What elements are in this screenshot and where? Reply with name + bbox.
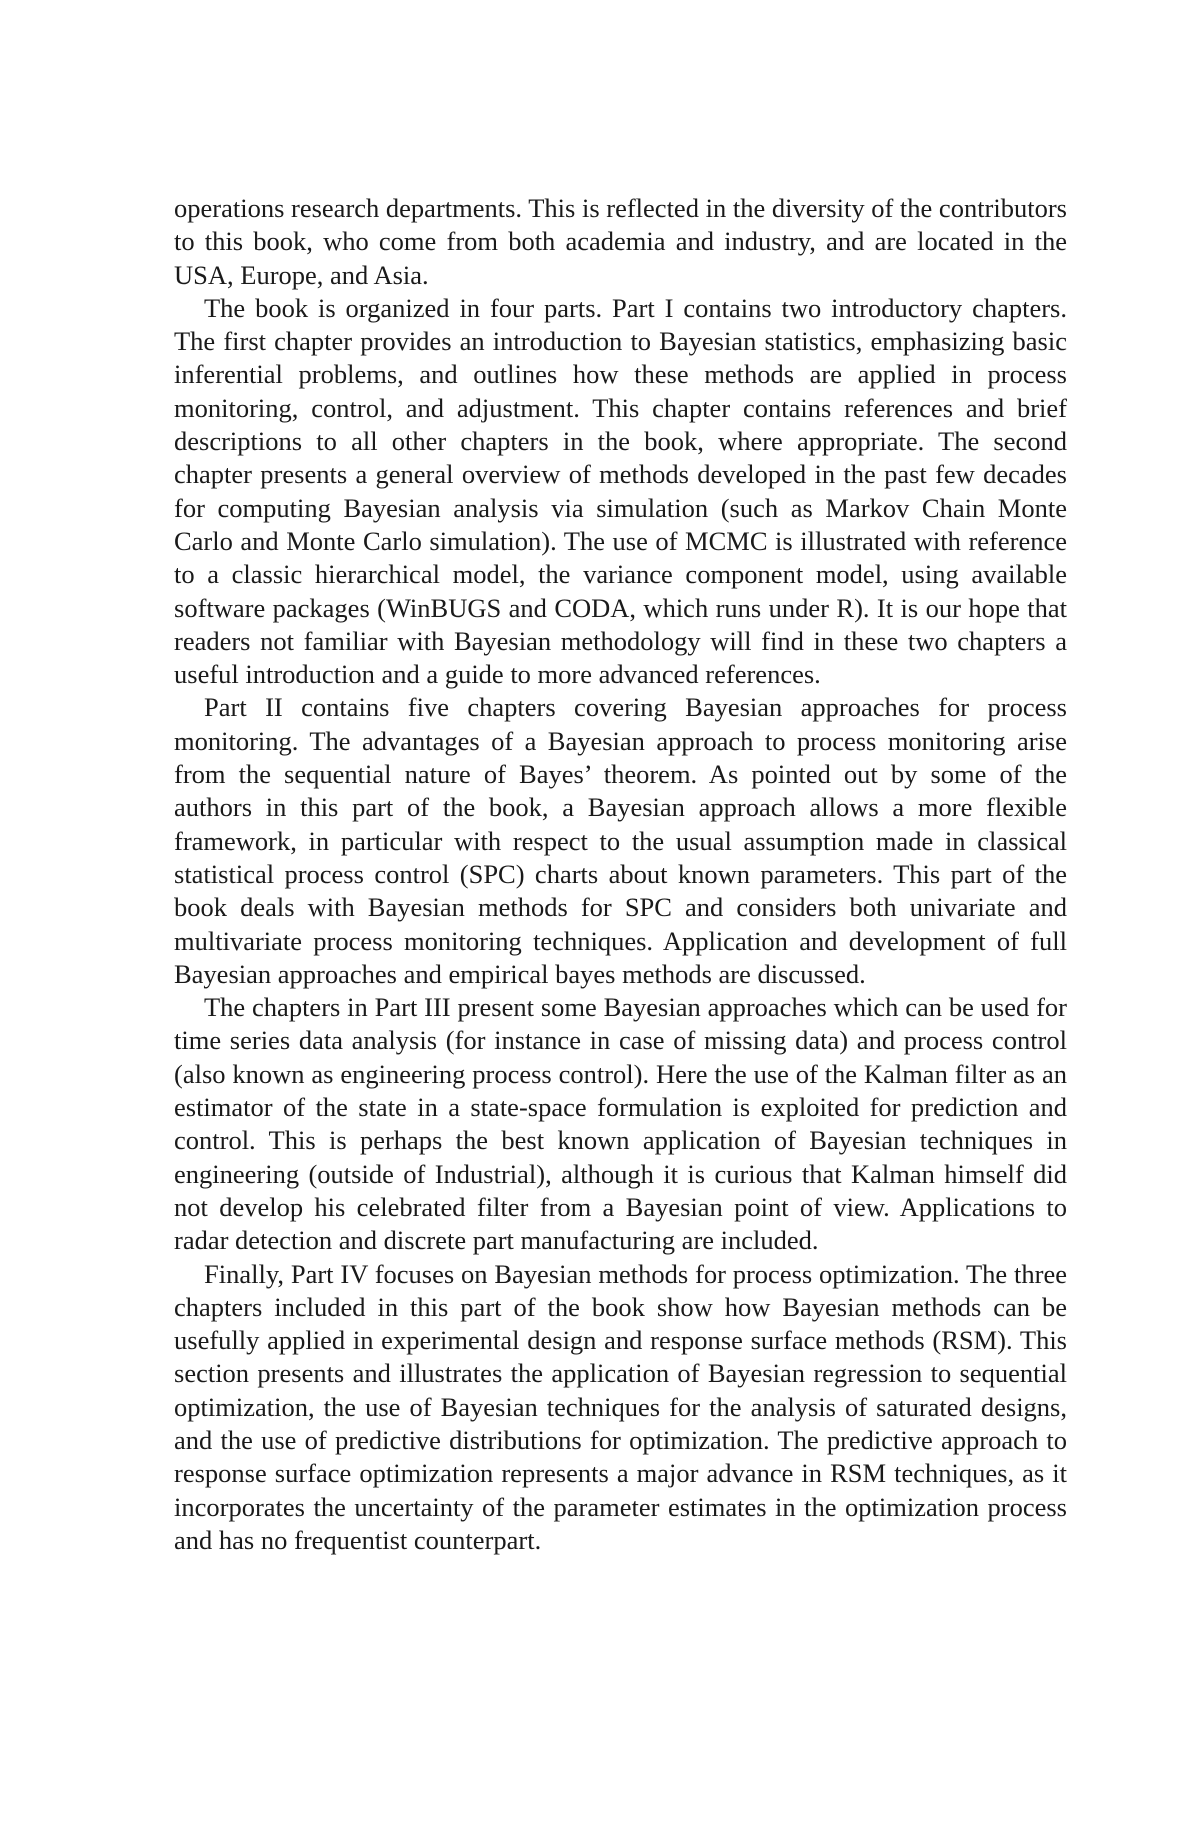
paragraph-part-ii: Part II contains five chapters covering Bayesian approaches for process monitoring. The advantages of a Bayesian approach to process monitoring arise from the sequential nature of Bayes’ theorem. As pointed out by some of the authors in this part of the book, a Bayesian approach allows a more flexible framework, in particular with respect to the usual assumption made in classical statistical process control (SPC) charts about known parameters. This part of the book deals with Bayesian methods for SPC and considers both univariate and multivariate process monitoring techniques. Application and development of full Bayesian approaches and empirical bayes methods are discussed. — [174, 692, 1067, 989]
paragraph-continuation: operations research departments. This is reflected in the diversity of the contributors to this book, who come from both academia and industry, and are located in the USA, Europe, and Asia. — [174, 193, 1067, 290]
paragraph-part-iv: Finally, Part IV focuses on Bayesian methods for process optimization. The three chapters included in this part of the book show how Bayesian methods can be usefully applied in experimental design and response surface methods (RSM). This section presents and illustrates the application of Bayesian regression to sequential optimization, the use of Bayesian techniques for the analysis of saturated designs, and the use of predictive distributions for optimization. The predictive approach to response surface optimization represents a major advance in RSM techniques, as it incorporates the uncertainty of the parameter estimates in the optimization process and has no frequentist counterpart. — [174, 1258, 1067, 1555]
paragraph-part-iii: The chapters in Part III present some Bayesian approaches which can be used for time series data analysis (for instance in case of missing data) and process control (also known as engineering process control). Here the use of the Kalman filter as an estimator of the state in a state-space formulation is exploited for prediction and control. This is perhaps the best known application of Bayesian techniques in engineering (outside of Industrial), although it is curious that Kalman himself did not develop his celebrated filter from a Bayesian point of view. Applications to radar detection and discrete part manufacturing are included. — [174, 992, 1067, 1256]
paragraph-book-organization: The book is organized in four parts. Part I contains two introductory chapters. The first chapter provides an introduction to Bayesian statistics, emphasizing basic inferential problems, and outlines how these methods are applied in process monitoring, control, and adjustment. This chapter contains references and brief descriptions to all other chapters in the book, where appropriate. The second chapter presents a general overview of methods developed in the past few decades for computing Bayesian analysis via simulation (such as Markov Chain Monte Carlo and Monte Carlo simulation). The use of MCMC is illustrated with reference to a classic hierarchical model, the variance component model, using available software packages (WinBUGS and CODA, which runs under R). It is our hope that readers not familiar with Bayesian methodology will find in these two chapters a useful introduction and a guide to more advanced references. — [174, 292, 1067, 690]
body-text — [174, 192, 1067, 1557]
